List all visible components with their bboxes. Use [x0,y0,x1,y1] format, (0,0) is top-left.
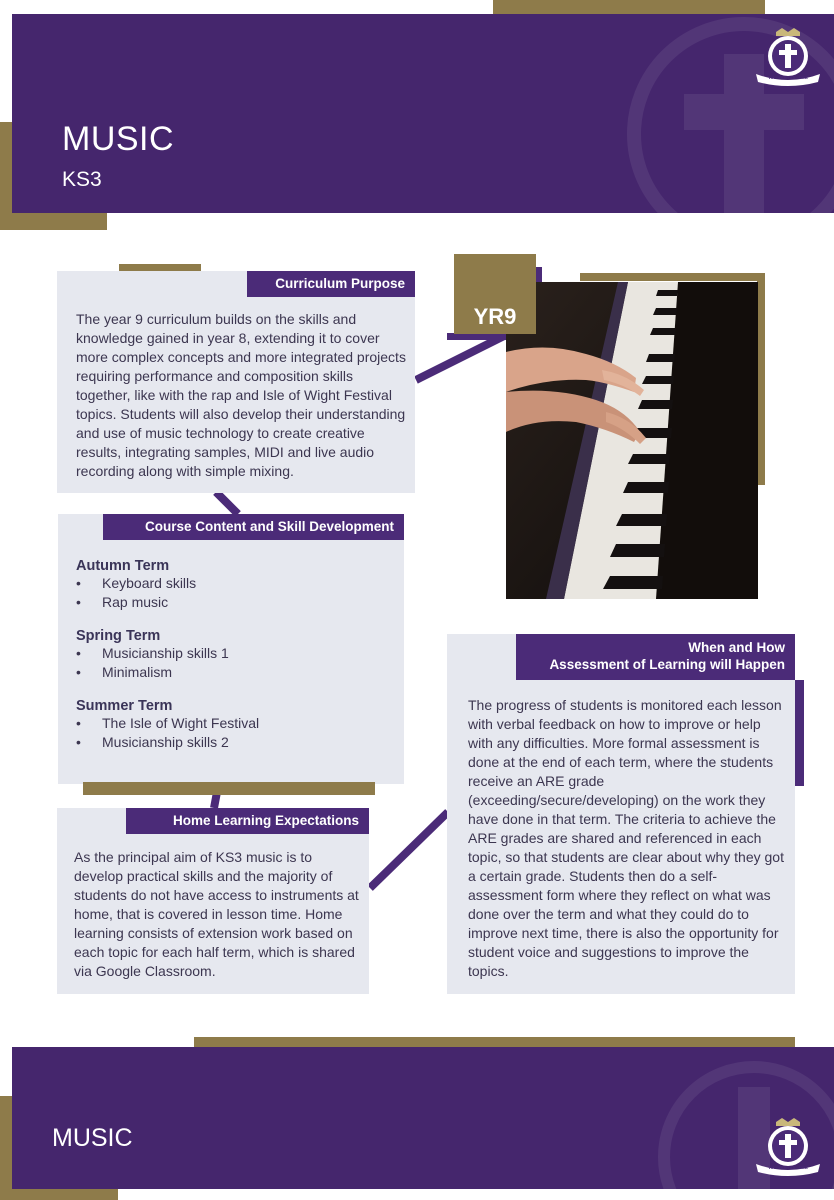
term-topic: • Keyboard skills [76,574,396,593]
photo-gold-accent-right [757,273,765,485]
term-block-summer [76,698,396,752]
term-topic-list [76,644,396,682]
year-badge-label: YR9 [473,304,517,329]
term-heading: Summer Term [76,698,173,714]
footer-title: MUSIC [52,1124,133,1152]
badge-purple-underline [447,333,507,340]
term-topic: • Musicianship skills 2 [76,733,396,752]
piano-keys-image [506,282,758,599]
school-crest-bottom [752,1114,824,1178]
curriculum-purpose-text: The year 9 curriculum builds on the skills and knowledge gained in year 8, extending it to cover more complex concepts and more integrated projects requiring performance and composition skills together, like with the rap and Isle of Wight Festival topics. Students will also develop their understanding and use of music technology to create creative results, integrating samples, MIDI and live audio recording along with simple mixing. [76,311,406,479]
header-banner [12,14,834,213]
term-heading: Autumn Term [76,558,170,574]
curriculum-purpose-heading: Curriculum Purpose [247,271,415,297]
term-block-autumn [76,558,396,612]
piano-photo [506,282,758,599]
term-heading: Spring Term [76,628,161,644]
term-topic: • The Isle of Wight Festival [76,714,396,733]
assessment-heading-line2: Assessment of Learning will Happen [549,657,785,672]
term-block-spring [76,628,396,682]
footer-banner [12,1047,834,1189]
term-topic-list [76,714,396,752]
year-badge [454,254,536,334]
course-content-heading: Course Content and Skill Development [103,514,404,540]
term-topic-list [76,574,396,612]
term-topic: • Musicianship skills 1 [76,644,396,663]
school-crest-top [752,24,824,88]
home-learning-heading: Home Learning Expectations [126,808,369,834]
crest-motto: VIA · VERITAS · VITA [768,75,808,80]
home-learning-text: As the principal aim of KS3 music is to develop practical skills and the majority of students do not have access to instruments at home, that is covered in lesson time. Home learning consists of extension work based on each topic for each half term, which is shared via Google Classroom. [74,849,359,979]
course-terms [76,558,396,752]
photo-gold-accent-top [580,273,765,281]
assessment-text: The progress of students is monitored each lesson with verbal feedback on how to improve or help with any difficulties. More formal assessment is done at the end of each term, where the students receive an ARE grade (exceeding/secure/developing) on the work they have done in that term. The criteria to achieve the ARE grades are shared and referenced in each topic, so that students are clear about why they got a certain grade. Students then do a self-assessment form where they reflect on what was done over the term and what they could do to improve next time, there is also the opportunity for student voice and suggestions to improve the topics. [468,697,784,979]
page-subtitle: KS3 [62,168,102,191]
term-topic: • Rap music [76,593,396,612]
header-gold-accent-top [493,0,765,14]
course-gold-accent-bottom [83,782,375,795]
assessment-purple-accent [795,680,804,786]
assessment-heading [516,634,795,680]
page-title: MUSIC [62,120,175,158]
term-topic: • Minimalism [76,663,396,682]
assessment-heading-line1: When and How [688,640,785,655]
crest-motto: VIA · VERITAS · VITA [768,1165,808,1170]
